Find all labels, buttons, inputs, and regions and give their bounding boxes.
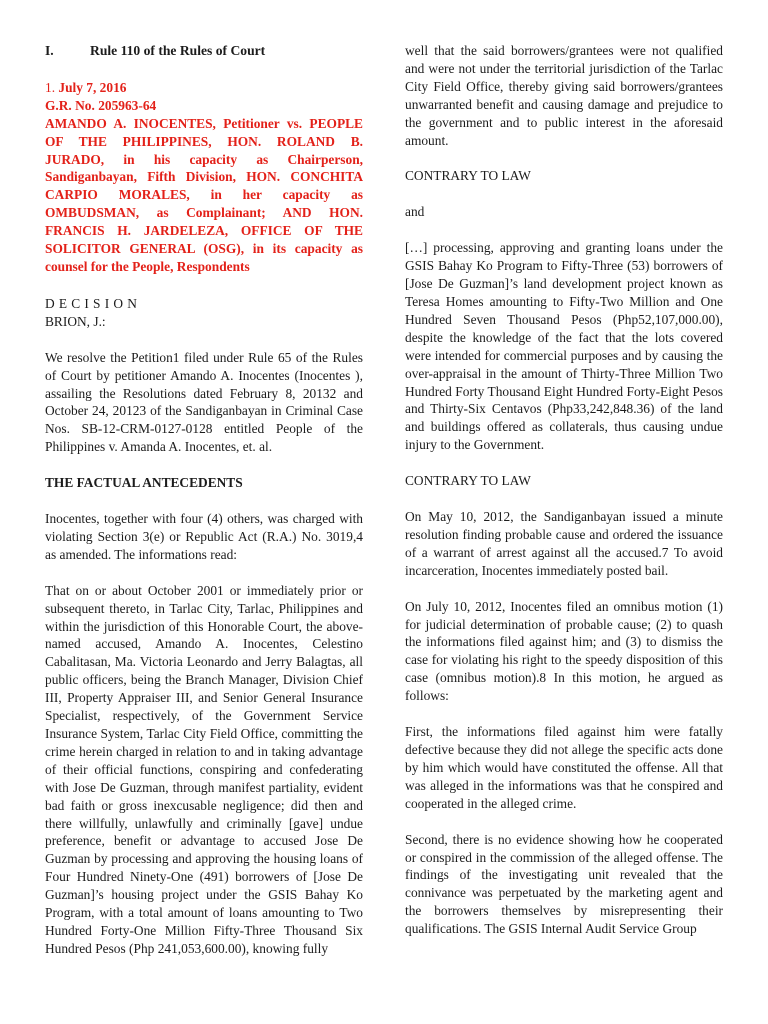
factual-antecedents-heading: THE FACTUAL ANTECEDENTS — [45, 475, 243, 491]
section-title: Rule 110 of the Rules of Court — [90, 43, 266, 58]
paragraph-july-10: On July 10, 2012, Inocentes filed an omnibus motion (1) for judicial determination of probable cause; (2) to quash the informations filed against him; and (3) to dismiss the case for violating his right to the speedy disposition of this case (omnibus motion).8 In this motion, he argued as follows: — [405, 598, 723, 704]
contrary-to-law-2: CONTRARY TO LAW — [405, 473, 531, 489]
paragraph-processing: […] processing, approving and granting loans under the GSIS Bahay Ko Program to Fifty-Three (53) borrowers of [Jose De Guzman]’s land development project known as Teresa Homes amounting to Fifty-Two Million and One Hundred Seven Thousand Pesos (Php52,107,000.00), despite the knowledge of the fact that the lots covered were intended for commercial purposes and by causing the over-appraisal in the amount of Thirty-Three Million Two Hundred Forty Thousand Eight Hundred Forty-Eight Pesos and Thirty-Six Centavos (Php33,242,848.36) of the land and buildings offered as collaterals, thus causing undue injury to the Government. — [405, 240, 723, 453]
paragraph-second-argument: Second, there is no evidence showing how he cooperated or conspired in the commission of the alleged offense. The findings of the investigating unit revealed that the connivance was perpetuated by the marketing agent and the borrowers themselves by misrepresenting their qualifications. The GSIS Internal Audit Service Group — [405, 831, 723, 937]
case-parties: AMANDO A. INOCENTES, Petitioner vs. PEOPLE OF THE PHILIPPINES, HON. ROLAND B. JURADO, in his capacity as Chairperson, Sandiganbayan, Fifth Division, HON. CONCHITA CARPIO MORALES, in her capacity as OMBUDSMAN, as Complainant; AND HON. FRANCIS H. JARDELEZA, OFFICE OF THE SOLICITOR GENERAL (OSG), in its capacity as counsel for the People, Respondents — [45, 115, 363, 274]
left-column — [45, 42, 363, 958]
paragraph-first-argument: First, the informations filed against him were fatally defective because they did not allege the specific acts done by him which would have constituted the offense. All that was alleged in the informations was that he conspired and cooperated in the alleged crime. — [405, 724, 723, 811]
paragraph-charged: Inocentes, together with four (4) others, was charged with violating Section 3(e) or Republic Act (R.A.) No. 3019,4 as amended. The informations read: — [45, 511, 363, 562]
section-number: I. — [45, 43, 54, 58]
paragraph-information: That on or about October 2001 or immediately prior or subsequent thereto, in Tarlac City, Tarlac, Philippines and within the jurisdiction of this Honorable Court, the above-named accused, Amando A. Inocentes, Celestino Cabalitasan, Ma. Victoria Leonardo and Jerry Balagtas, all public officers, being the Branch Manager, Division Chief III, Property Appraiser III, and Senior General Insurance Specialist, respectively, of the Government Service Insurance System, Tarlac City Field Office, committing the crime herein charged in relation to and in taking advantage of their official functions, conspiring and confederating with Jose De Guzman, through manifest partiality, evident bad faith or gross inexcusable negligence; did then and there willfully, unlawfully and criminally [gave] undue preference, benefit or advantage to accused Jose De Guzman by processing and approving the housing loans of Four Hundred Ninety-One (491) borrowers of [Jose De Guzman]’s housing project under the GSIS Bahay Ko Program, with a total amount of loans amounting to Two Hundred Forty-One Million Fifty-Three Thousand Six Hundred Pesos (Php 241,053,600.00), knowing fully — [45, 582, 363, 956]
paragraph-continued: well that the said borrowers/grantees were not qualified and were not under the territorial jurisdiction of the Tarlac City Field Office, thereby giving said borrowers/grantees unwarranted benefit and causing damage and prejudice to the government and to public interest in the aforesaid amount. — [405, 43, 723, 148]
decision-author: BRION, J.: — [45, 313, 106, 329]
decision-label: DECISION — [45, 295, 142, 311]
paragraph-may-10: On May 10, 2012, the Sandiganbayan issued a minute resolution finding probable cause and ordered the issuance of a warrant of arrest against all the accused.7 To avoid incarceration, Inocentes immediately posted bail. — [405, 509, 723, 578]
and-connector: and — [405, 204, 425, 220]
contrary-to-law-1: CONTRARY TO LAW — [405, 168, 531, 184]
case-date: July 7, 2016 — [58, 79, 127, 95]
case-number: 1. — [45, 79, 59, 95]
case-caption — [45, 79, 363, 276]
right-column — [405, 42, 723, 938]
case-date-line — [45, 79, 363, 97]
case-gr-number: G.R. No. 205963-64 — [45, 97, 157, 113]
section-heading — [45, 42, 363, 60]
paragraph-resolve: We resolve the Petition1 filed under Rule 65 of the Rules of Court by petitioner Amando A. Inocentes (Inocentes ), assailing the Resolutions dated February 8, 20132 and October 24, 20123 of the Sandiganbayan in Criminal Case Nos. SB-12-CRM-0127-0128 entitled People of the Philippines v. Amanda A. Inocentes, et. al. — [45, 349, 363, 455]
